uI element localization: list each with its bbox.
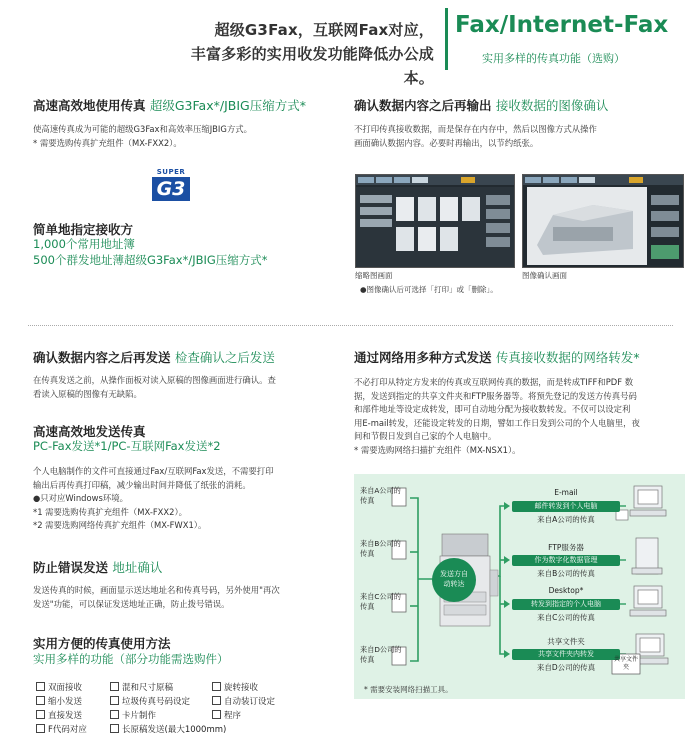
checkbox-icon <box>36 724 45 733</box>
address-line-2: 500个群发地址薄超级G3Fax*/JBIG压缩方式* <box>33 253 268 267</box>
forward-body-5: 间和节假日发到自己家的个人电脑中。 <box>354 431 497 441</box>
route-result-email: 来自A公司的传真 <box>537 515 595 524</box>
section-send-check-title <box>33 348 275 366</box>
sender-label-d: 来自D公司的传真 <box>360 645 402 664</box>
address-line-1: 1,000个常用地址簿 <box>33 237 135 251</box>
function-item: 缩小发送 <box>36 695 82 707</box>
forwarding-diagram <box>354 474 685 699</box>
section-misdial-title <box>33 558 162 576</box>
function-item: 双面接收 <box>36 681 82 693</box>
checkbox-icon <box>110 724 119 733</box>
output-body-2: 画面确认数据内容。必要时再输出，以节约纸张。 <box>354 137 539 148</box>
forward-title-text: 通过网络用多种方式发送 <box>354 350 492 365</box>
fast-body-2: * 需要选购传真扩充组件（MX-FXX2）。 <box>33 137 182 148</box>
fast-body <box>33 123 333 150</box>
forward-body-3: 和部件地址等设定成转发，即可自动地分配为接收数转发。不仅可以设定利 <box>354 404 631 414</box>
send-check-body-1: 在传真发送之前，从操作面板对读入原稿的图像画面进行确认。查 <box>33 375 276 385</box>
section-forward-title <box>354 348 640 366</box>
pcfax-title: 高速高效地发送传真 <box>33 424 146 439</box>
shared-folder-label: 共享文件夹 <box>613 656 638 671</box>
tagline-line-1: 超级G3Fax，互联网Fax对应， <box>214 21 434 39</box>
misdial-body-2: 发送"功能，可以保证发送地址正确，防止拨号错误。 <box>33 598 230 609</box>
checkbox-icon <box>36 682 45 691</box>
pcfax-body-5: *2 需要选购网络传真扩充组件（MX-FWX1）。 <box>33 520 207 530</box>
route-result-ftp: 来自B公司的传真 <box>537 569 595 578</box>
pcfax-body-3: ●只对应Windows环境。 <box>33 493 128 503</box>
route-service-desktop: Desktop* <box>548 586 584 595</box>
functions-title: 实用方便的传真使用方法 <box>33 636 171 651</box>
forward-body-1: 不必打印从特定方发来的传真或互联网传真的数据，而是转成TIFF和PDF 数 <box>354 377 634 387</box>
fast-title-green: 超级G3Fax*/JBIG压缩方式* <box>149 98 306 113</box>
thumbnail-screen-image <box>355 174 515 268</box>
checkbox-icon <box>36 696 45 705</box>
thumbnail-screen-graphic <box>356 175 514 267</box>
fast-title-text: 高速高效地使用传真 <box>33 98 146 113</box>
output-title-green: 接收数据的图像确认 <box>495 98 609 113</box>
super-g3-logo-g3: G3 <box>152 177 190 201</box>
super-g3-logo <box>152 168 190 204</box>
pcfax-body-4: *1 需要选购传真扩充组件（MX-FXX2）。 <box>33 506 188 517</box>
forward-title-green: 传真接收数据的网络转发 <box>495 350 634 365</box>
caption-thumbnail: 缩略图画面 <box>355 271 393 280</box>
function-item: 长原稿发送(最大1000mm) <box>110 723 226 735</box>
route-service-email: E-mail <box>554 488 578 497</box>
output-title-text: 确认数据内容之后再输出 <box>354 98 492 113</box>
sender-label-c: 来自C公司的传真 <box>360 592 401 611</box>
brand-subtitle: 实用多样的传真功能（选购） <box>482 52 625 65</box>
checkbox-icon <box>212 682 221 691</box>
misdial-body-1: 发送传真的时候，画面显示送达地址名和传真号码，另外使用"再次 <box>33 585 280 595</box>
section-fast-title <box>33 96 306 114</box>
route-service-ftp: FTP服务器 <box>548 543 584 552</box>
checkbox-icon <box>212 710 221 719</box>
pcfax-body-1: 个人电脑制作的文件可直接通过Fax/互联网Fax发送，不需要打印 <box>33 466 274 476</box>
function-item: F代码对应 <box>36 723 87 735</box>
sender-label-b: 来自B公司的传真 <box>360 539 401 558</box>
checkbox-icon <box>36 710 45 719</box>
function-item: 旋转接收 <box>212 681 258 693</box>
route-result-desktop: 来自C公司的传真 <box>537 613 595 622</box>
route-result-shared: 来自D公司的传真 <box>536 663 596 672</box>
hub-label: 发送方自动转达 <box>440 570 468 588</box>
pcfax-body-2: 输出后再传真打印稿，减少输出时间并降低了纸张的消耗。 <box>33 479 251 490</box>
function-item: 混和尺寸原稿 <box>110 681 173 693</box>
checkbox-icon <box>110 682 119 691</box>
send-check-body-2: 看读入原稿的图像有无缺陷。 <box>33 388 142 399</box>
send-check-title-text: 确认数据内容之后再发送 <box>33 350 171 365</box>
function-item: 直接发送 <box>36 709 82 721</box>
header-tagline <box>186 18 434 90</box>
image-confirm-screen-image <box>522 174 684 268</box>
route-pill-desktop: 转发到指定的个人电脑 <box>512 599 620 610</box>
checkbox-icon <box>212 696 221 705</box>
misdial-title-text: 防止错误发送 <box>33 560 109 575</box>
image-confirm-screen-graphic <box>523 175 683 267</box>
super-g3-logo-super: SUPER <box>156 168 186 176</box>
route-service-shared: 共享文件夹 <box>547 637 585 646</box>
function-item: 垃圾传真号码设定 <box>110 695 190 707</box>
forward-body-2: 据，发送到指定的共享文件夹和FTP服务器等。将预先登记的发送方传真号码 <box>354 390 637 401</box>
brand-title: Fax/Internet-Fax <box>455 12 669 38</box>
route-pill-shared: 共享文件夹内转发 <box>512 649 620 660</box>
output-body <box>354 123 684 150</box>
output-note: ●图像确认后可选择「打印」或「删除」。 <box>360 285 498 294</box>
checkbox-icon <box>110 696 119 705</box>
send-check-title-green: 检查确认之后发送 <box>174 350 275 365</box>
forward-title-mark: * <box>633 350 640 365</box>
tagline-line-2: 丰富多彩的实用收发功能降低办公成本。 <box>190 45 434 87</box>
section-output-title <box>354 96 608 114</box>
address-title: 简单地指定接收方 <box>33 222 134 237</box>
route-pill-email: 邮件转发到个人电脑 <box>512 501 620 512</box>
function-item: 自动装订设定 <box>212 695 275 707</box>
forward-body-6: * 需要选购网络扫描扩充组件（MX-NSX1）。 <box>354 444 521 455</box>
route-pill-ftp: 作为数字化数据管理 <box>512 555 620 566</box>
fast-body-1: 使高速传真成为可能的超级G3Fax和高效率压缩JBIG方式。 <box>33 124 253 134</box>
section-divider <box>28 325 673 326</box>
checkbox-icon <box>110 710 119 719</box>
send-check-body <box>33 374 338 401</box>
output-body-1: 不打印传真接收数据，而是保存在内存中，然后以图像方式从操作 <box>354 124 597 134</box>
pcfax-body <box>33 465 338 533</box>
forward-body-4: 用E-mail转发，还能设定转发的日期，譬如工作日发到公司的个人电脑里，夜 <box>354 417 640 428</box>
forward-body <box>354 376 689 457</box>
sender-label-a: 来自A公司的传真 <box>360 486 401 505</box>
caption-image-confirm: 图像确认画面 <box>522 271 567 280</box>
pcfax-subtitle: PC-Fax发送*1/PC-互联网Fax发送*2 <box>33 439 221 453</box>
diagram-footnote: * 需要安装网络扫描工具。 <box>364 685 453 694</box>
function-item: 卡片制作 <box>110 709 156 721</box>
functions-subtitle: 实用多样的功能（部分功能需选购件） <box>33 652 229 666</box>
misdial-title-green: 地址确认 <box>112 560 163 575</box>
misdial-body <box>33 584 338 611</box>
function-item: 程序 <box>212 709 241 721</box>
